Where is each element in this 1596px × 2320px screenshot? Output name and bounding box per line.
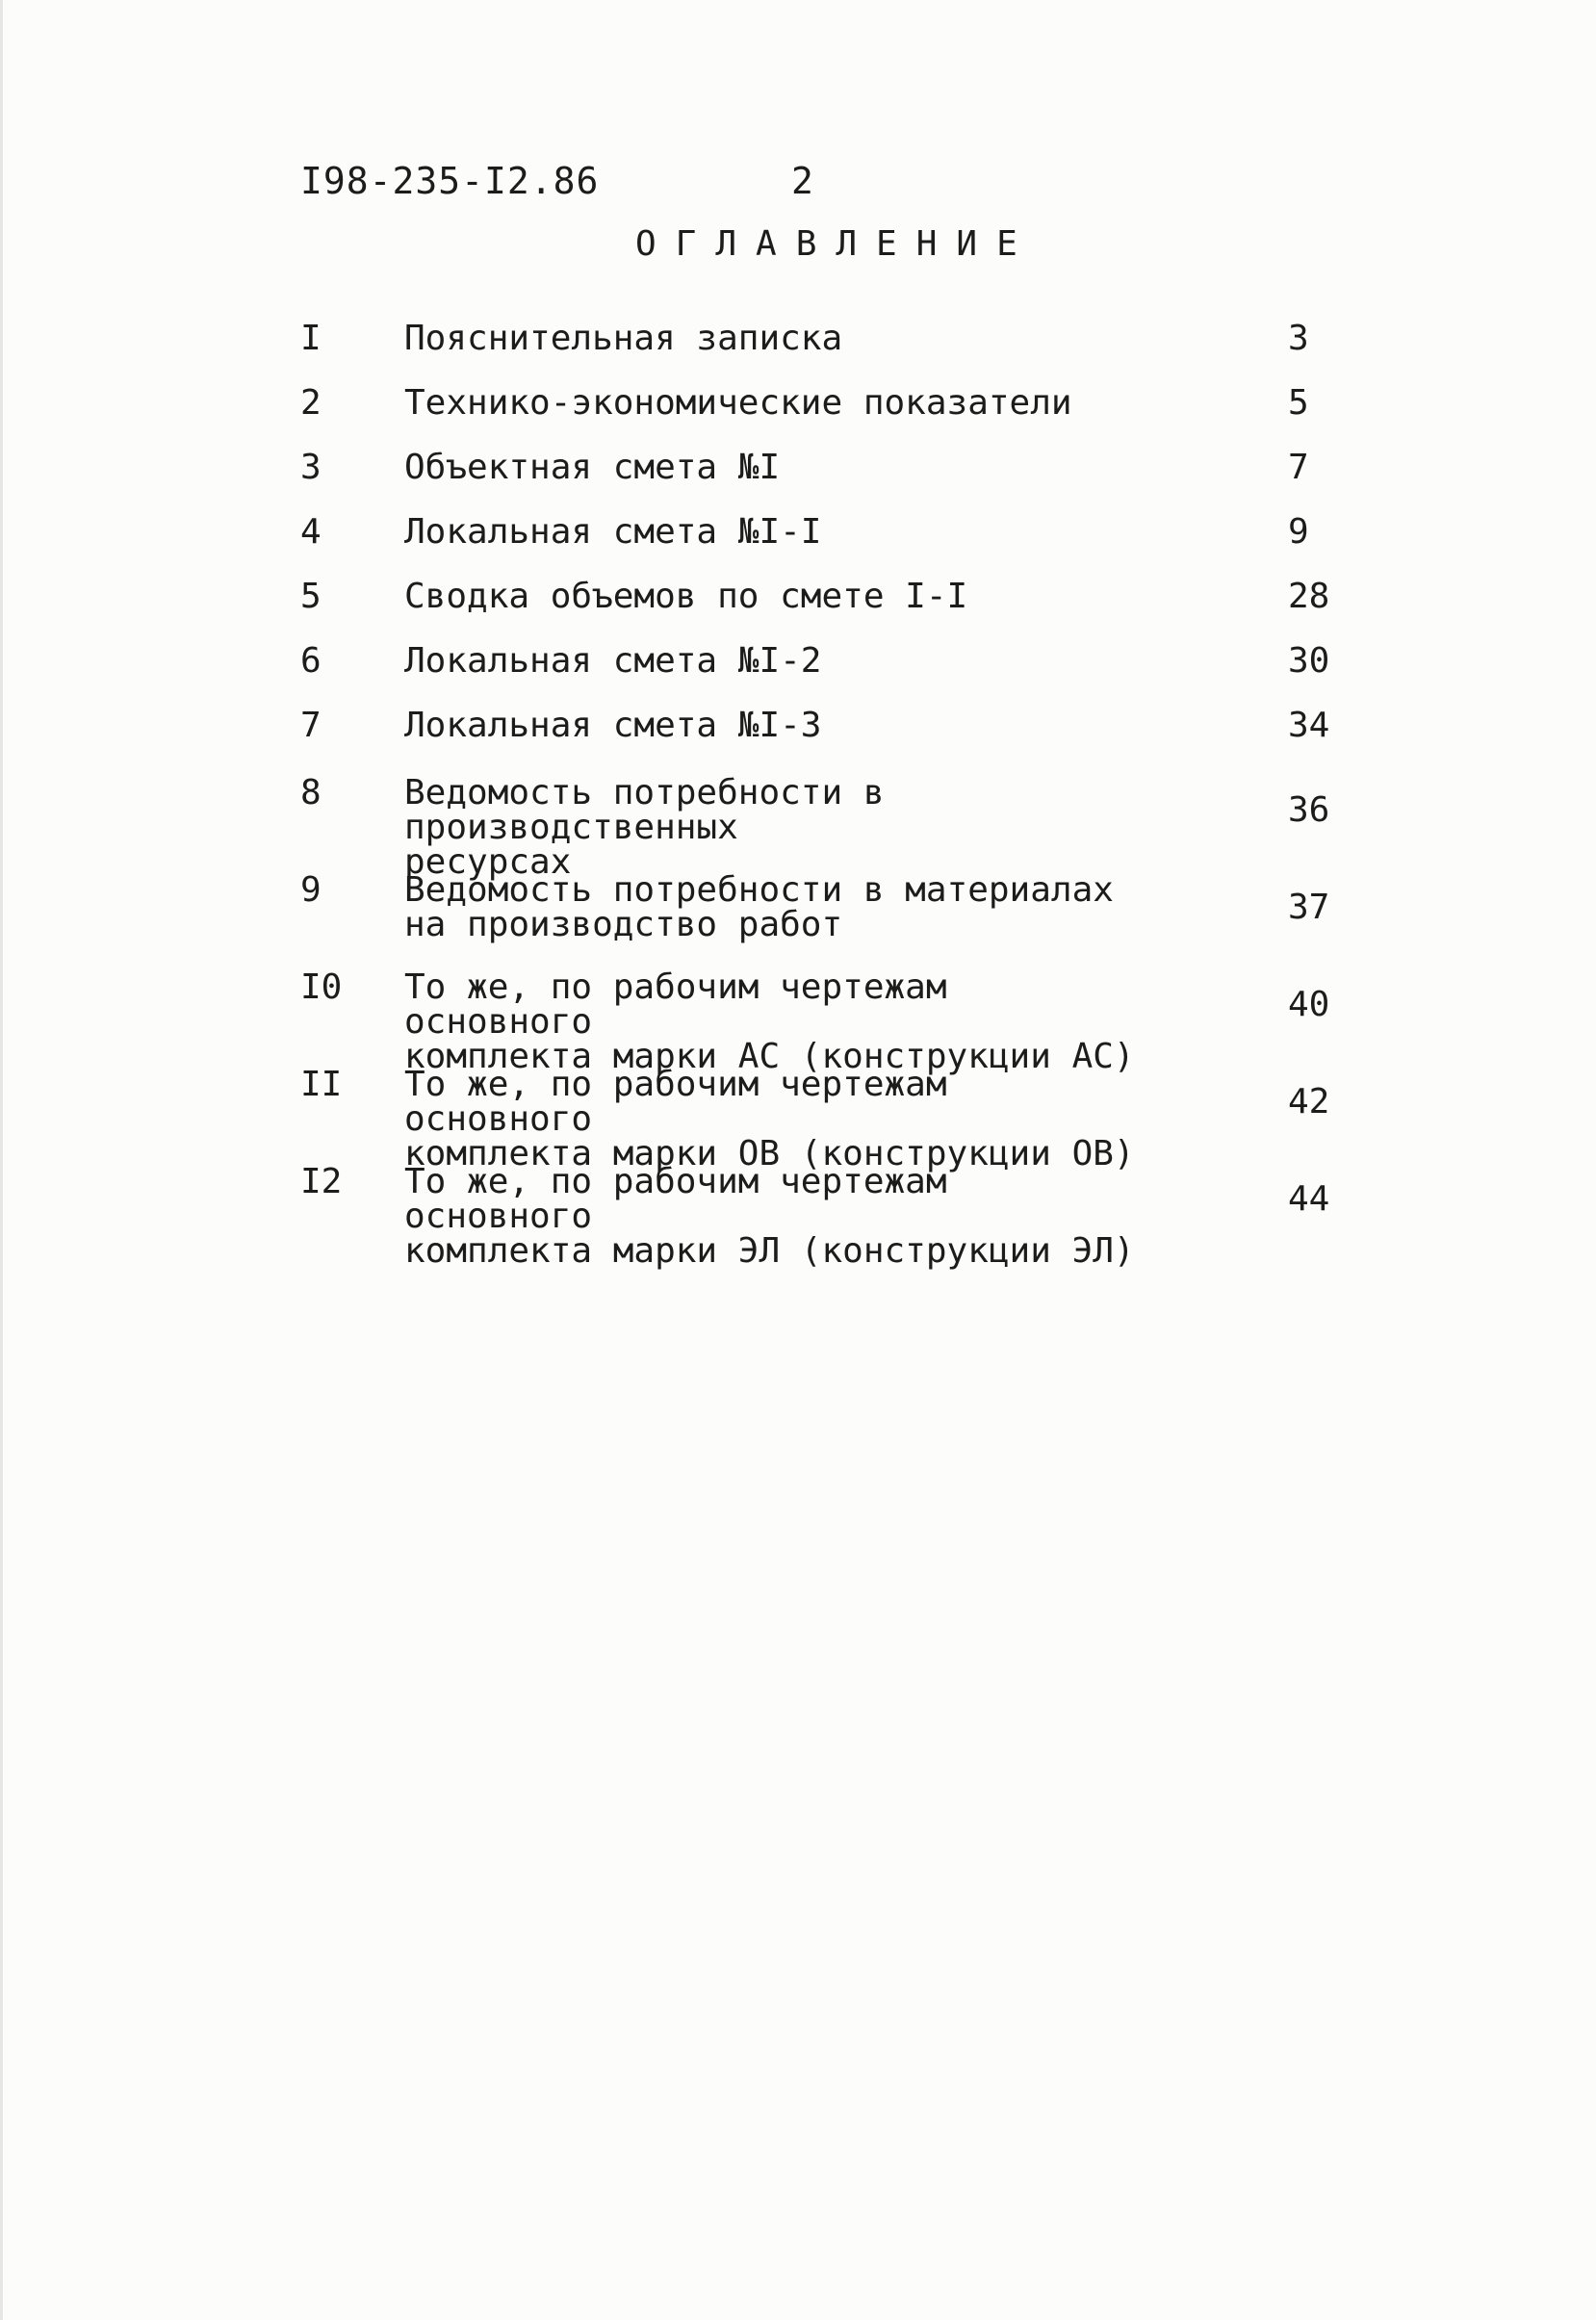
entry-number: 7 <box>300 706 322 745</box>
page-header <box>300 160 1359 208</box>
entry-number: 6 <box>300 641 322 681</box>
entry-number: 5 <box>300 577 322 616</box>
entry-page: 42 <box>1288 1082 1330 1121</box>
entry-title: Локальная смета №I-2 <box>404 641 822 681</box>
entry-title: Локальная смета №I-3 <box>404 706 822 745</box>
entry-page: 3 <box>1288 319 1309 358</box>
entry-page: 5 <box>1288 383 1309 423</box>
toc-entry <box>300 870 1359 970</box>
entry-title: Объектная смета №I <box>404 448 781 487</box>
toc-entry <box>300 641 1359 709</box>
entry-page: 7 <box>1288 448 1309 487</box>
toc-entry <box>300 512 1359 580</box>
entry-number: I <box>300 319 322 358</box>
entry-title: Технико-экономические показатели <box>404 383 1072 423</box>
entry-title: Ведомость потребности в материалах на производство работ <box>404 870 1114 944</box>
toc-entry <box>300 577 1359 644</box>
entry-page: 44 <box>1288 1179 1330 1219</box>
entry-number: I2 <box>300 1162 343 1201</box>
entry-title: Сводка объемов по смете I-I <box>404 577 968 616</box>
entry-page: 9 <box>1288 512 1309 552</box>
entry-page: 34 <box>1288 706 1330 745</box>
entry-title: То же, по рабочим чертежам основного комплекта марки АС (конструкции АС) <box>404 967 1135 1076</box>
table-of-contents <box>300 319 1359 1271</box>
toc-entry <box>300 706 1359 776</box>
page-number: 2 <box>791 160 813 202</box>
entry-page: 30 <box>1288 641 1330 681</box>
toc-entry <box>300 1162 1359 1271</box>
entry-title: Пояснительная записка <box>404 319 843 358</box>
entry-number: 8 <box>300 773 322 812</box>
entry-title: То же, по рабочим чертежам основного комплекта марки ЭЛ (конструкции ЭЛ) <box>404 1162 1135 1271</box>
toc-title: ОГЛАВЛЕНИЕ <box>635 224 1037 264</box>
entry-number: 9 <box>300 870 322 910</box>
entry-page: 40 <box>1288 985 1330 1024</box>
entry-title: Ведомость потребности в производственных ресурсах <box>404 773 885 882</box>
toc-entry <box>300 773 1359 882</box>
toc-entry <box>300 967 1359 1076</box>
entry-number: II <box>300 1065 343 1104</box>
entry-number: I0 <box>300 967 343 1007</box>
entry-title: То же, по рабочим чертежам основного комплекта марки ОВ (конструкции ОВ) <box>404 1065 1135 1173</box>
toc-entry <box>300 319 1359 386</box>
entry-number: 3 <box>300 448 322 487</box>
toc-entry <box>300 1065 1359 1173</box>
toc-entry <box>300 448 1359 515</box>
entry-number: 4 <box>300 512 322 552</box>
toc-entry <box>300 383 1359 451</box>
entry-page: 28 <box>1288 577 1330 616</box>
entry-number: 2 <box>300 383 322 423</box>
document-code: I98-235-I2.86 <box>300 160 600 202</box>
entry-page: 36 <box>1288 790 1330 830</box>
entry-title: Локальная смета №I-I <box>404 512 822 552</box>
entry-page: 37 <box>1288 888 1330 927</box>
